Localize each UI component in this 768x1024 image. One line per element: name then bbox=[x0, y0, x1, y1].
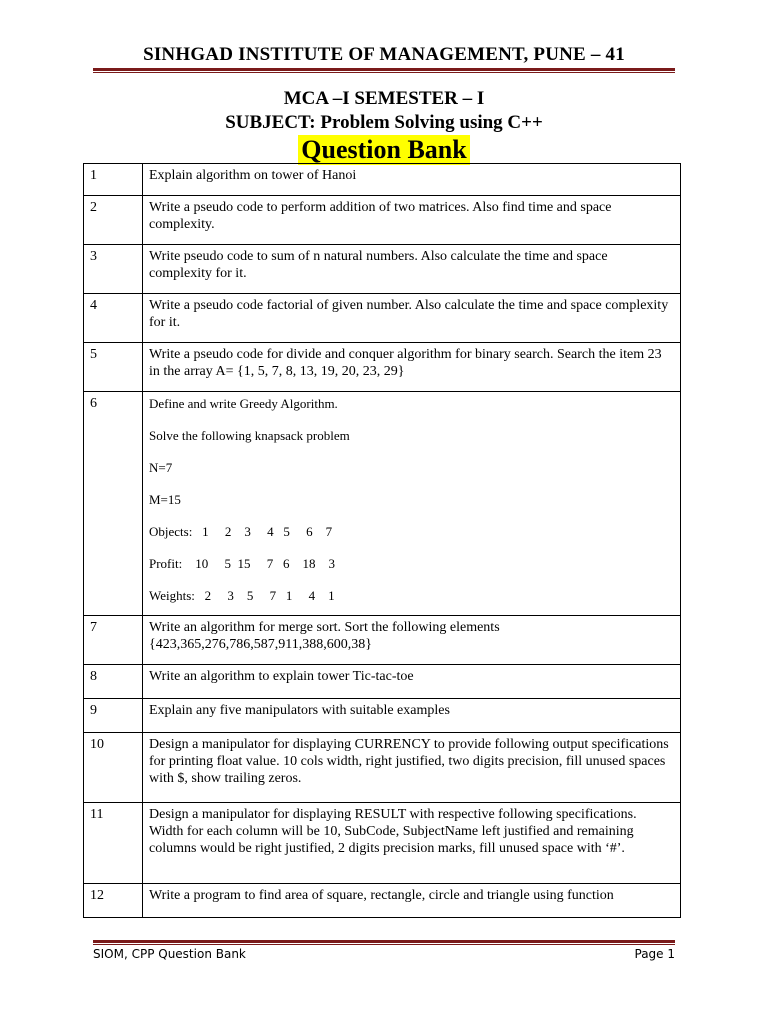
question-text bbox=[143, 392, 681, 616]
table-row bbox=[84, 196, 681, 245]
q6-line: Objects: 1 2 3 4 5 6 7 bbox=[149, 524, 333, 539]
table-row bbox=[84, 699, 681, 733]
question-text: Explain algorithm on tower of Hanoi bbox=[143, 164, 681, 196]
table-row bbox=[84, 343, 681, 392]
question-text: Write a pseudo code to perform addition of two matrices. Also find time and space complexity. bbox=[143, 196, 681, 245]
question-number: 4 bbox=[84, 294, 143, 343]
question-number: 10 bbox=[84, 733, 143, 803]
question-number: 2 bbox=[84, 196, 143, 245]
footer-rule-thick bbox=[93, 940, 675, 943]
table-row bbox=[84, 733, 681, 803]
question-number: 5 bbox=[84, 343, 143, 392]
q6-line: M=15 bbox=[149, 492, 181, 507]
course-line: MCA –I SEMESTER – I bbox=[283, 88, 485, 109]
footer-doc-label: SIOM, CPP Question Bank bbox=[93, 947, 246, 961]
table-row bbox=[84, 665, 681, 699]
subject-line: SUBJECT: Problem Solving using C++ bbox=[225, 112, 543, 133]
table-row bbox=[84, 164, 681, 196]
question-number: 8 bbox=[84, 665, 143, 699]
question-number: 1 bbox=[84, 164, 143, 196]
institute-title: SINHGAD INSTITUTE OF MANAGEMENT, PUNE – 41 bbox=[143, 44, 625, 65]
table-row bbox=[84, 245, 681, 294]
table-row bbox=[84, 803, 681, 884]
question-text: Write a program to find area of square, rectangle, circle and triangle using function bbox=[143, 884, 681, 918]
question-text: Write an algorithm to explain tower Tic-tac-toe bbox=[143, 665, 681, 699]
question-text: Write a pseudo code for divide and conquer algorithm for binary search. Search the item 23 in the array A= {1, 5, 7, 8, 13, 19, 20, 23, 29} bbox=[143, 343, 681, 392]
q6-line: Define and write Greedy Algorithm. bbox=[149, 396, 338, 411]
question-text: Write pseudo code to sum of n natural numbers. Also calculate the time and space complexity for it. bbox=[143, 245, 681, 294]
table-row bbox=[84, 392, 681, 616]
question-text: Write a pseudo code factorial of given number. Also calculate the time and space complexity for it. bbox=[143, 294, 681, 343]
question-table bbox=[83, 163, 681, 918]
q6-line: N=7 bbox=[149, 460, 173, 475]
table-row bbox=[84, 294, 681, 343]
question-number: 6 bbox=[84, 392, 143, 616]
footer-rule-thin bbox=[93, 944, 675, 945]
question-number: 11 bbox=[84, 803, 143, 884]
question-text: Design a manipulator for displaying CURRENCY to provide following output specifications for printing float value. 10 cols width, right justified, two digits precision, fill unused spaces with $, show trailing zeros. bbox=[143, 733, 681, 803]
table-row bbox=[84, 616, 681, 665]
question-number: 12 bbox=[84, 884, 143, 918]
page-number: Page 1 bbox=[634, 947, 675, 961]
question-number: 7 bbox=[84, 616, 143, 665]
question-text: Design a manipulator for displaying RESULT with respective following specifications. Width for each column will be 10, SubCode, SubjectName left justified and remaining columns would be right justified, 2 digits precision marks, fill unused space with ‘#’. bbox=[143, 803, 681, 884]
question-text: Explain any five manipulators with suitable examples bbox=[143, 699, 681, 733]
header-rule-thin bbox=[93, 72, 675, 73]
header-rule-thick bbox=[93, 68, 675, 71]
question-text: Write an algorithm for merge sort. Sort the following elements {423,365,276,786,587,911,388,600,38} bbox=[143, 616, 681, 665]
question-number: 3 bbox=[84, 245, 143, 294]
question-number: 9 bbox=[84, 699, 143, 733]
question-bank-title: Question Bank bbox=[298, 135, 469, 165]
q6-line: Profit: 10 5 15 7 6 18 3 bbox=[149, 556, 335, 571]
table-row bbox=[84, 884, 681, 918]
q6-line: Solve the following knapsack problem bbox=[149, 428, 350, 443]
q6-line: Weights: 2 3 5 7 1 4 1 bbox=[149, 588, 335, 603]
